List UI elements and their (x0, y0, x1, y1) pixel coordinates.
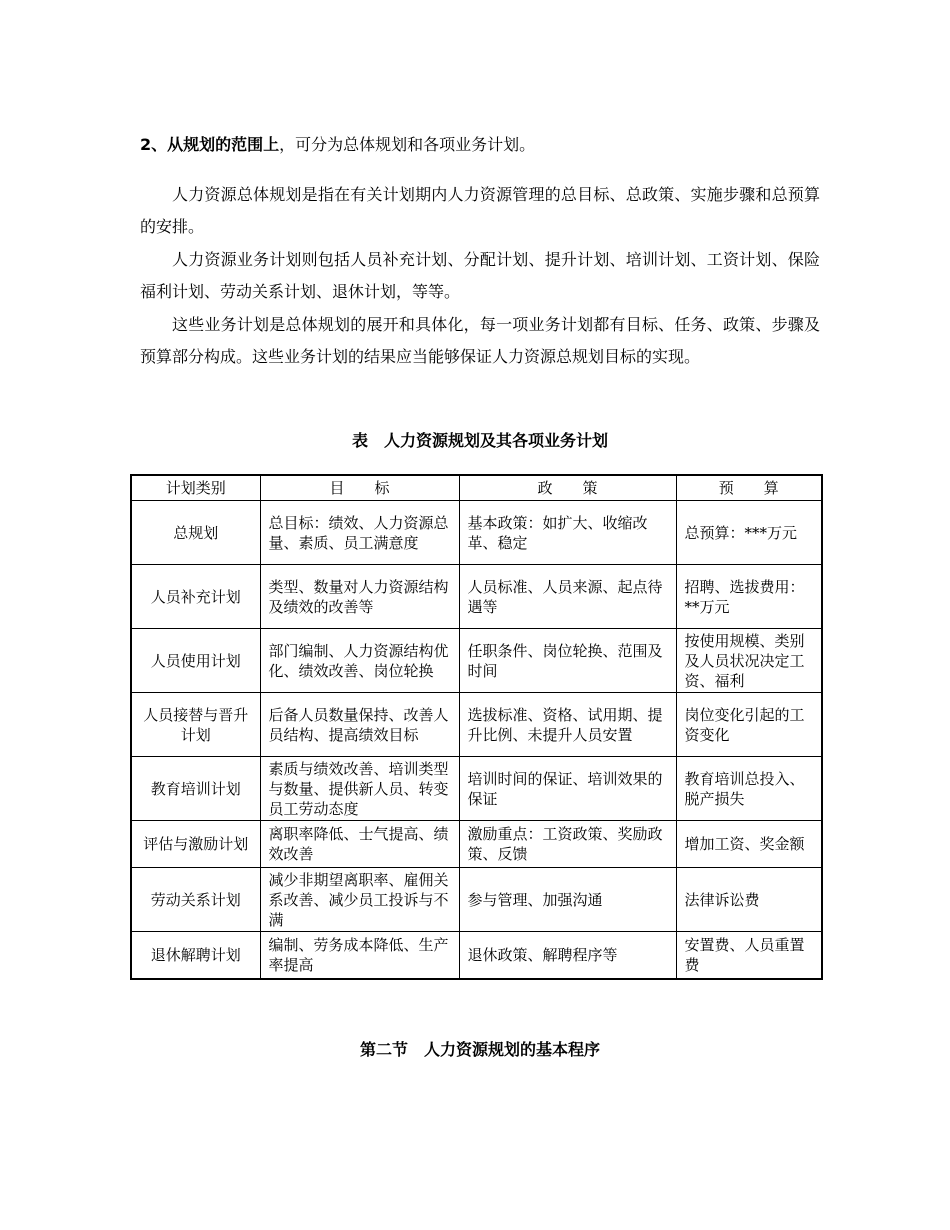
paragraph-business-plans: 人力资源业务计划则包括人员补充计划、分配计划、提升计划、培训计划、工资计划、保险福利计划、劳动关系计划、退休计划，等等。 (140, 250, 820, 301)
cell-category: 退休解聘计划 (131, 932, 260, 980)
cell-goal: 编制、劳务成本降低、生产率提高 (260, 932, 459, 980)
header-policy: 政 策 (459, 475, 676, 501)
table-row (131, 868, 822, 932)
cell-policy: 任职条件、岗位轮换、范围及时间 (459, 629, 676, 693)
cell-category: 教育培训计划 (131, 757, 260, 821)
heading-rest: ，可分为总体规划和各项业务计划。 (279, 135, 536, 154)
table-header-row (131, 475, 822, 501)
cell-category: 总规划 (131, 501, 260, 565)
table-row (131, 693, 822, 757)
table-row (131, 629, 822, 693)
cell-budget: 招聘、选拔费用：**万元 (676, 565, 822, 629)
cell-category: 评估与激励计划 (131, 821, 260, 868)
section-title: 第二节 人力资源规划的基本程序 (359, 1040, 600, 1059)
heading-bold-part: 2、从规划的范围上 (140, 135, 280, 154)
cell-goal: 减少非期望离职率、雇佣关系改善、减少员工投诉与不满 (260, 868, 459, 932)
cell-goal: 离职率降低、士气提高、绩效改善 (260, 821, 459, 868)
cell-goal: 类型、数量对人力资源结构及绩效的改善等 (260, 565, 459, 629)
paragraph-overall-plan: 人力资源总体规划是指在有关计划期内人力资源管理的总目标、总政策、实施步骤和总预算的安排。 (140, 185, 820, 236)
header-goal: 目 标 (260, 475, 459, 501)
cell-policy: 激励重点：工资政策、奖励政策、反馈 (459, 821, 676, 868)
cell-category: 人员补充计划 (131, 565, 260, 629)
cell-category: 人员使用计划 (131, 629, 260, 693)
hr-plan-table (130, 474, 823, 980)
cell-policy: 培训时间的保证、培训效果的保证 (459, 757, 676, 821)
section-heading (140, 133, 820, 157)
table-row (131, 757, 822, 821)
cell-goal: 素质与绩效改善、培训类型与数量、提供新人员、转变员工劳动态度 (260, 757, 459, 821)
cell-budget: 岗位变化引起的工资变化 (676, 693, 822, 757)
header-category: 计划类别 (131, 475, 260, 501)
table-caption: 表 人力资源规划及其各项业务计划 (351, 431, 608, 450)
cell-goal: 后备人员数量保持、改善人员结构、提高绩效目标 (260, 693, 459, 757)
cell-policy: 退休政策、解聘程序等 (459, 932, 676, 980)
cell-category: 劳动关系计划 (131, 868, 260, 932)
header-budget: 预 算 (676, 475, 822, 501)
cell-budget: 法律诉讼费 (676, 868, 822, 932)
cell-budget: 增加工资、奖金额 (676, 821, 822, 868)
cell-budget: 教育培训总投入、脱产损失 (676, 757, 822, 821)
cell-budget: 总预算：***万元 (676, 501, 822, 565)
table-row (131, 501, 822, 565)
cell-budget: 按使用规模、类别及人员状况决定工资、福利 (676, 629, 822, 693)
cell-policy: 参与管理、加强沟通 (459, 868, 676, 932)
cell-policy: 基本政策：如扩大、收缩改革、稳定 (459, 501, 676, 565)
table-row (131, 821, 822, 868)
table-row (131, 565, 822, 629)
paragraph-plan-relation: 这些业务计划是总体规划的展开和具体化，每一项业务计划都有目标、任务、政策、步骤及预算部分构成。这些业务计划的结果应当能够保证人力资源总规划目标的实现。 (140, 315, 820, 366)
cell-goal: 部门编制、人力资源结构优化、绩效改善、岗位轮换 (260, 629, 459, 693)
cell-category: 人员接替与晋升计划 (131, 693, 260, 757)
cell-goal: 总目标：绩效、人力资源总量、素质、员工满意度 (260, 501, 459, 565)
cell-policy: 人员标准、人员来源、起点待遇等 (459, 565, 676, 629)
table-row (131, 932, 822, 980)
cell-policy: 选拔标准、资格、试用期、提升比例、未提升人员安置 (459, 693, 676, 757)
cell-budget: 安置费、人员重置费 (676, 932, 822, 980)
